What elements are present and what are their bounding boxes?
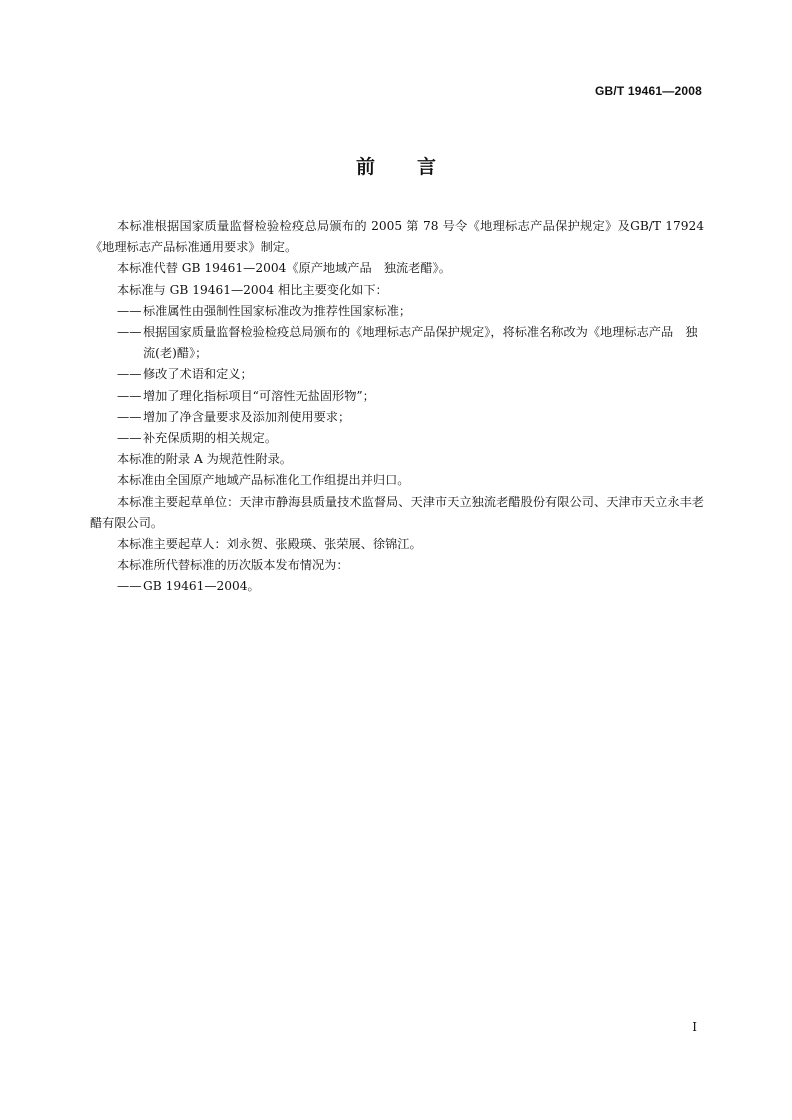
dash-mark: —— [117,367,142,382]
paragraph-history-intro: 本标准所代替标准的历次版本发布情况为： [117,558,349,573]
page-number: I [692,1020,697,1034]
history-item [90,576,704,597]
change-item [90,428,704,449]
change-item [90,407,704,428]
change-item [90,364,704,385]
dash-mark: —— [117,388,142,403]
paragraph-proposer: 本标准由全国原产地域产品标准化工作组提出并归口。 [117,473,410,488]
foreword-body [90,216,704,598]
paragraph-basis: 本标准根据国家质量监督检验检疫总局颁布的 2005 第 78 号令《地理标志产品保护规定》及GB/T 17924《地理标志产品标准通用要求》制定。 [90,219,704,255]
paragraph-replaces: 本标准代替 GB 19461—2004《原产地域产品 独流老醋》。 [117,261,451,276]
change-item-text: 根据国家质量监督检验检疫总局颁布的《地理标志产品保护规定》，将标准名称改为《地理标志产品 独流(老)醋》； [143,325,698,361]
dash-mark: —— [117,431,142,446]
change-item-text: 标准属性由强制性国家标准改为推荐性国家标准； [143,303,412,318]
standard-code: GB/T 19461—2008 [594,84,702,98]
change-item [90,322,704,364]
change-item-text: 修改了术语和定义； [143,367,253,382]
paragraph-annex: 本标准的附录 A 为规范性附录。 [117,452,292,467]
dash-mark: —— [117,409,142,424]
paragraph-changes-intro: 本标准与 GB 19461—2004 相比主要变化如下： [117,282,388,297]
paragraph-drafting-units: 本标准主要起草单位：天津市静海县质量技术监督局、天津市天立独流老醋股份有限公司、天津市天立永丰老醋有限公司。 [90,494,704,530]
history-item-text: GB 19461—2004。 [143,579,260,594]
change-item [90,301,704,322]
change-item [90,386,704,407]
dash-mark: —— [117,325,142,340]
change-item-text: 增加了净含量要求及添加剂使用要求； [143,409,351,424]
dash-mark: —— [117,579,142,594]
dash-mark: —— [117,303,142,318]
paragraph-drafters: 本标准主要起草人：刘永贺、张殿瑛、张荣展、徐锦江。 [117,537,422,552]
page-title: 前言 [355,156,478,178]
change-item-text: 补充保质期的相关规定。 [143,431,278,446]
change-item-text: 增加了理化指标项目“可溶性无盐固形物”； [143,388,375,403]
